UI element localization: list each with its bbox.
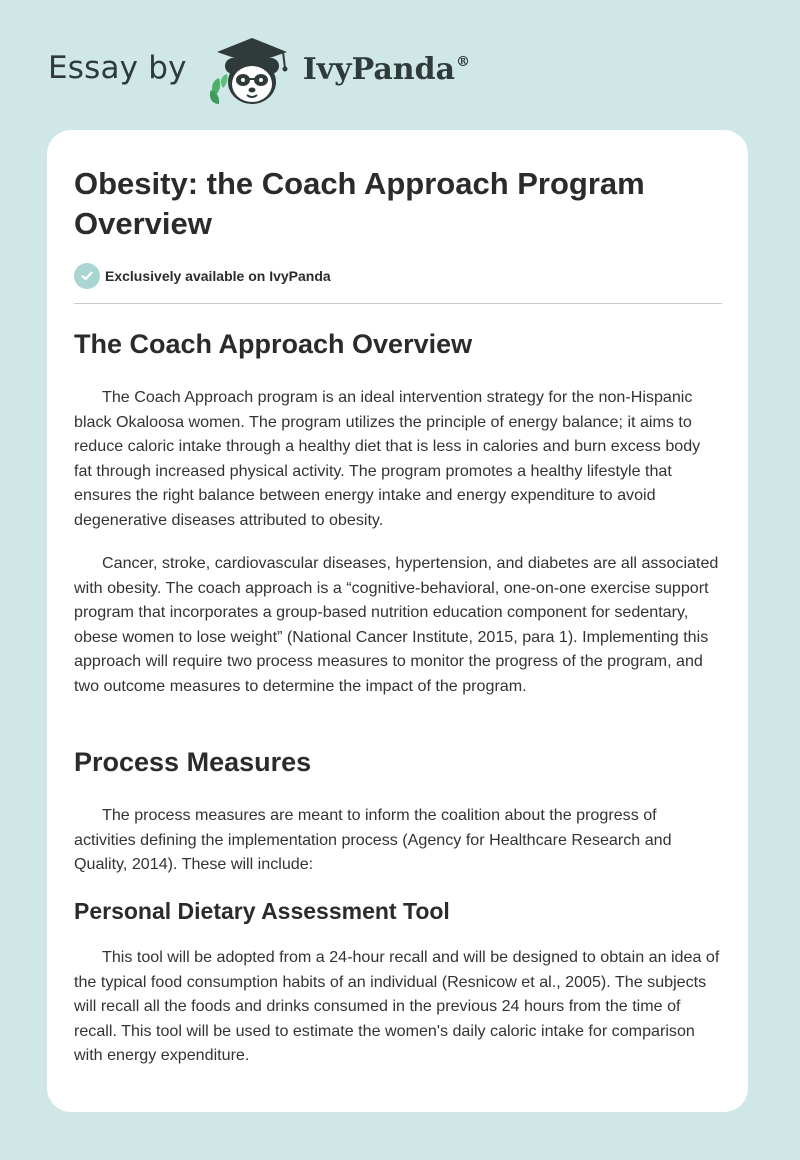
essay-by-label: Essay by xyxy=(48,50,187,86)
page-title: Obesity: the Coach Approach Program Overview xyxy=(74,166,645,241)
brand-name[interactable]: IvyPanda® xyxy=(302,51,471,87)
section-heading: Process Measures xyxy=(74,747,312,777)
subsection-heading: Personal Dietary Assessment Tool xyxy=(74,898,450,924)
site-header xyxy=(48,32,548,112)
exclusive-badge xyxy=(74,262,331,290)
ivypanda-logo-icon[interactable] xyxy=(205,32,297,112)
essay-card xyxy=(47,130,748,1112)
section-heading: The Coach Approach Overview xyxy=(74,329,473,359)
paragraph: This tool will be adopted from a 24-hour recall and will be designed to obtain an idea of the typical food consumption habits of an individual (Resnicow et al., 2005). The subjects will recall all the foods and drinks consumed in the previous 24 hours from the time of recall. This tool will be used to estimate the women's daily caloric intake for comparison with energy expenditure. xyxy=(74,948,720,1065)
divider xyxy=(74,303,722,304)
exclusive-label: Exclusively available on IvyPanda xyxy=(105,268,331,284)
paragraph: The process measures are meant to inform the coalition about the progress of activities defining the implementation process (Agency for Healthcare Research and Quality, 2014). These will include: xyxy=(74,806,672,874)
paragraph: Cancer, stroke, cardiovascular diseases, hypertension, and diabetes are all associated with obesity. The coach approach is a “cognitive-behavioral, one-on-one exercise support program that incorporates a group-based nutrition education component for sedentary, obese women to lose weight” (National Cancer Institute, 2015, para 1). Implementing this approach will require two process measures to monitor the progress of the program, and two outcome measures to determine the impact of the program. xyxy=(74,554,719,695)
check-icon xyxy=(74,263,100,289)
paragraph: The Coach Approach program is an ideal intervention strategy for the non-Hispanic black Okaloosa women. The program utilizes the principle of energy balance; it aims to reduce caloric intake through a healthy diet that is less in calories and burn excess body fat through increased physical activity. The program promotes a healthy lifestyle that ensures the right balance between energy intake and energy expenditure to avoid degenerative diseases attributed to obesity. xyxy=(74,388,701,529)
